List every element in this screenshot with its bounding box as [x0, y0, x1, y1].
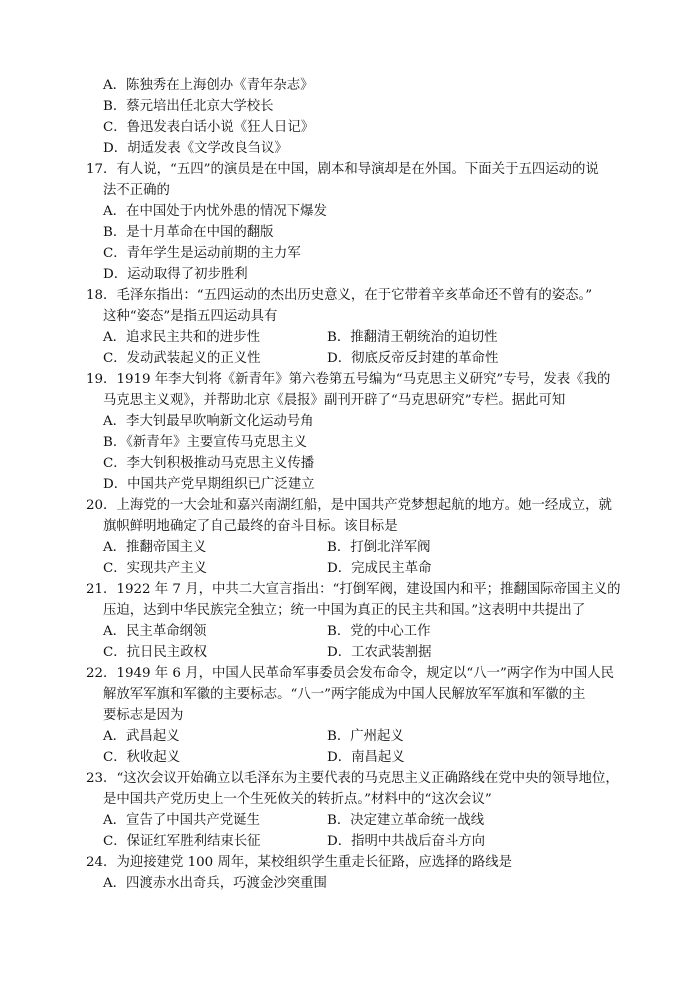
question-number: 18．	[86, 288, 117, 303]
question-number: 22．	[86, 666, 117, 681]
q22-option-b: B．广州起义	[327, 729, 404, 744]
question-19-stem-line-1: 19．1919 年李大钊将《新青年》第六卷第五号编为“马克思主义研究”专号，发表《我的	[86, 372, 611, 387]
q16-option-c: C．鲁迅发表白话小说《狂人日记》	[103, 120, 315, 135]
question-22-stem-line-3: 要标志是因为	[103, 708, 184, 723]
q18-option-c: C．发动武装起义的正义性	[103, 351, 261, 366]
q17-option-b: B．是十月革命在中国的翻版	[103, 225, 274, 240]
question-17-stem-line-1: 17．有人说，“五四”的演员是在中国，剧本和导演却是在外国。下面关于五四运动的说	[86, 162, 599, 177]
question-20-stem-line-1: 20．上海党的一大会址和嘉兴南湖红船，是中国共产党梦想起航的地方。她一经成立，就	[86, 498, 612, 513]
q22-option-c: C．秋收起义	[103, 750, 181, 765]
question-17-stem-line-2: 法不正确的	[103, 183, 170, 198]
q18-option-a: A．追求民主共和的进步性	[103, 330, 260, 345]
q23-option-d: D．指明中共战后奋斗方向	[327, 834, 486, 849]
q17-option-d: D．运动取得了初步胜利	[103, 267, 248, 282]
question-number: 19．	[86, 372, 117, 387]
q20-option-a: A．推翻帝国主义	[103, 540, 207, 555]
q20-option-d: D．完成民主革命	[327, 561, 432, 576]
question-number: 17．	[86, 162, 117, 177]
q23-option-a: A．宣告了中国共产党诞生	[103, 813, 260, 828]
q16-option-a: A．陈独秀在上海创办《青年杂志》	[103, 78, 314, 93]
question-21-stem-line-1: 21．1922 年 7 月，中共二大宣言指出：“打倒军阀，建设国内和平；推翻国际帝国主义的	[86, 582, 621, 597]
question-18-stem-line-2: 这种“姿态”是指五四运动具有	[103, 309, 278, 324]
question-20-stem-line-2: 旗帜鲜明地确定了自己最终的奋斗目标。该目标是	[103, 519, 398, 534]
question-number: 20．	[86, 498, 117, 513]
q24-option-a: A．四渡赤水出奇兵，巧渡金沙突重围	[103, 876, 327, 891]
q17-option-c: C．青年学生是运动前期的主力军	[103, 246, 301, 261]
q20-option-c: C．实现共产主义	[103, 561, 207, 576]
q16-option-b: B．蔡元培出任北京大学校长	[103, 99, 274, 114]
question-24-stem-line-1: 24．为迎接建党 100 周年，某校组织学生重走长征路，应选择的路线是	[86, 855, 513, 870]
q21-option-d: D．工农武装割据	[327, 645, 432, 660]
question-number: 24．	[86, 855, 117, 870]
q23-option-b: B．决定建立革命统一战线	[327, 813, 485, 828]
q20-option-b: B．打倒北洋军阀	[327, 540, 431, 555]
question-23-stem-line-2: 是中国共产党历史上一个生死攸关的转折点。”材料中的“这次会议”	[103, 792, 492, 807]
q21-option-c: C．抗日民主政权	[103, 645, 207, 660]
question-21-stem-line-2: 压迫，达到中华民族完全独立；统一中国为真正的民主共和国。”这表明中共提出了	[103, 603, 586, 618]
q17-option-a: A．在中国处于内忧外患的情况下爆发	[103, 204, 327, 219]
q19-option-a: A．李大钊最早吹响新文化运动号角	[103, 414, 314, 429]
q22-option-d: D．南昌起义	[327, 750, 405, 765]
q23-option-c: C．保证红军胜利结束长征	[103, 834, 261, 849]
question-18-stem-line-1: 18．毛泽东指出：“五四运动的杰出历史意义，在于它带着辛亥革命还不曾有的姿态。”	[86, 288, 593, 303]
question-22-stem-line-2: 解放军军旗和军徽的主要标志。“八一”两字能成为中国人民解放军军旗和军徽的主	[103, 687, 586, 702]
q19-option-b: B．《新青年》主要宣传马克思主义	[103, 435, 307, 450]
q19-option-c: C．李大钊积极推动马克思主义传播	[103, 456, 315, 471]
question-19-stem-line-2: 马克思主义观》，并帮助北京《晨报》副刊开辟了“马克思研究”专栏。据此可知	[103, 393, 566, 408]
q21-option-a: A．民主革命纲领	[103, 624, 207, 639]
q22-option-a: A．武昌起义	[103, 729, 180, 744]
q16-option-d: D．胡适发表《文学改良刍议》	[103, 141, 288, 156]
question-number: 21．	[86, 582, 117, 597]
question-22-stem-line-1: 22．1949 年 6 月，中国人民革命军事委员会发布命令，规定以“八一”两字作为中国人民	[86, 666, 614, 681]
q18-option-d: D．彻底反帝反封建的革命性	[327, 351, 499, 366]
q19-option-d: D．中国共产党早期组织已广泛建立	[103, 477, 315, 492]
question-number: 23．	[86, 771, 117, 786]
question-23-stem-line-1: 23．“这次会议开始确立以毛泽东为主要代表的马克思主义正确路线在党中央的领导地位，	[86, 771, 619, 786]
q18-option-b: B．推翻清王朝统治的迫切性	[327, 330, 498, 345]
q21-option-b: B．党的中心工作	[327, 624, 431, 639]
